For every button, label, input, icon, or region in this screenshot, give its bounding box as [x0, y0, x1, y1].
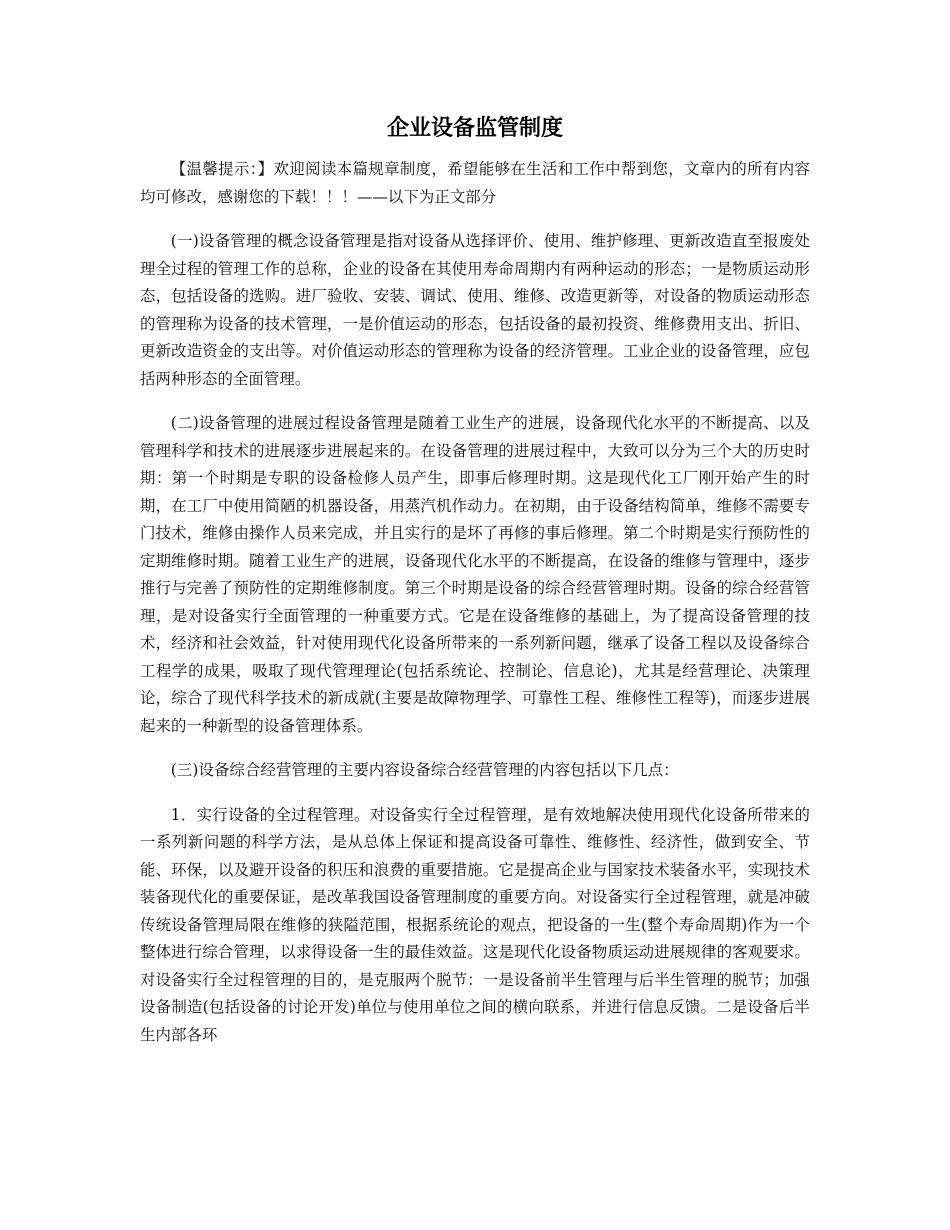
document-title: 企业设备监管制度	[386, 115, 563, 141]
document-page	[140, 112, 810, 1066]
paragraph-history: (二)设备管理的进展过程设备管理是随着工业生产的进展，设备现代化水平的不断提高、以及管理科学和技术的进展逐步进展起来的。在设备管理的进展过程中，大致可以分为三个大的历史时期：第一个时期是专职的设备检修人员产生，即事后修理时期。这是现代化工厂刚开始产生的时期，在工厂中使用简陋的机器设备，用蒸汽机作动力。在初期，由于设备结构简单，维修不需要专门技术，维修由操作人员来完成，并且实行的是坏了再修的事后修理。第二个时期是实行预防性的定期维修时期。随着工业生产的进展，设备现代化水平的不断提高，在设备的维修与管理中，逐步推行与完善了预防性的定期维修制度。第三个时期是设备的综合经营管理时期。设备的综合经营管理，是对设备实行全面管理的一种重要方式。它是在设备维修的基础上，为了提高设备管理的技术，经济和社会效益，针对使用现代化设备所带来的一系列新问题，继承了设备工程以及设备综合工程学的成果，吸取了现代管理理论(包括系统论、控制论、信息论)，尤其是经营理论、决策理论，综合了现代科学技术的新成就(主要是故障物理学、可靠性工程、维修性工程等)，而逐步进展起来的一种新型的设备管理体系。	[140, 414, 810, 735]
paragraph-concept: (一)设备管理的概念设备管理是指对设备从选择评价、使用、维护修理、更新改造直至报废处理全过程的管理工作的总称，企业的设备在其使用寿命周期内有两种运动的形态；一是物质运动形态，包括设备的选购。进厂验收、安装、调试、使用、维修、改造更新等，对设备的物质运动形态的管理称为设备的技术管理，一是价值运动的形态，包括设备的最初投资、维修费用支出、折旧、更新改造资金的支出等。对价值运动形态的管理称为设备的经济管理。工业企业的设备管理，应包括两种形态的全面管理。	[140, 232, 810, 388]
paragraph-item-1: 1．实行设备的全过程管理。对设备实行全过程管理，是有效地解决使用现代化设备所带来的一系列新问题的科学方法，是从总体上保证和提高设备可靠性、维修性、经济性，做到安全、节能、环保，以及避开设备的积压和浪费的重要措施。它是提高企业与国家技术装备水平，实现技术装备现代化的重要保证，是改革我国设备管理制度的重要方向。对设备实行全过程管理，就是冲破传统设备管理局限在维修的狭隘范围，根据系统论的观点，把设备的一生(整个寿命周期)作为一个整体进行综合管理，以求得设备一生的最佳效益。这是现代化设备物质运动进展规律的客观要求。对设备实行全过程管理的目的，是克服两个脱节：一是设备前半生管理与后半生管理的脱节；加强设备制造(包括设备的讨论开发)单位与使用单位之间的横向联系，并进行信息反馈。二是设备后半生内部各环	[140, 805, 810, 1044]
paragraph-content-intro: (三)设备综合经营管理的主要内容设备综合经营管理的内容包括以下几点：	[170, 761, 679, 779]
paragraph-tip: 【温馨提示：】欢迎阅读本篇规章制度，希望能够在生活和工作中帮到您，文章内的所有内容均可修改，感谢您的下载！！！——以下为正文部分	[140, 160, 810, 206]
